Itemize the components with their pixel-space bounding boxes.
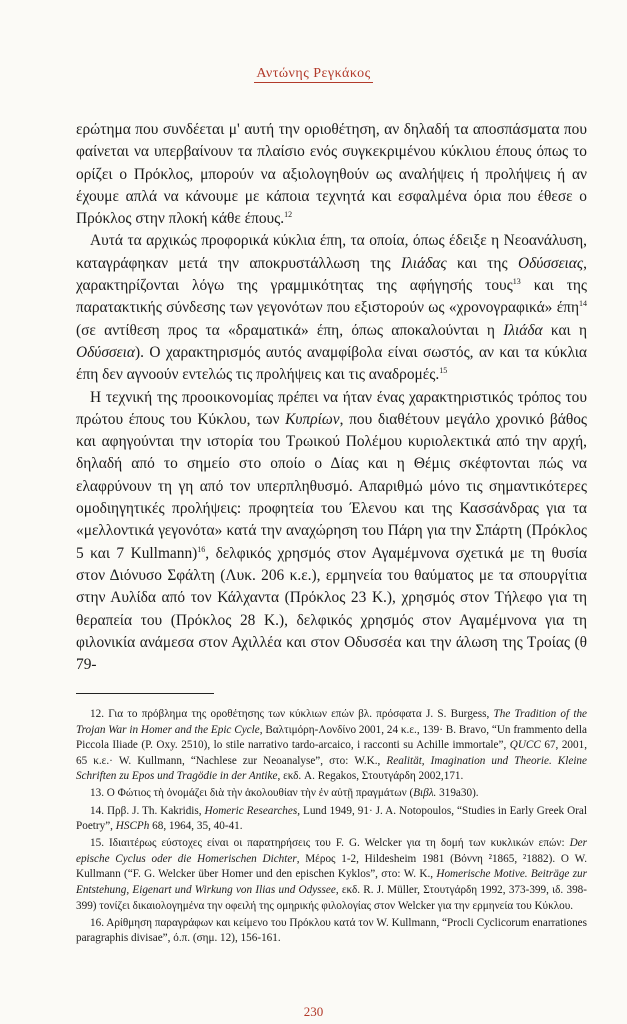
text: , Lund 1949, 91· J. A. Notopoulos, “Studies in Early Greek Oral Poetry”, bbox=[76, 804, 587, 833]
text: , Βαλτιμόρη-Λονδίνο 2001, 24 κ.ε., 139· B. Bravo, “Un frammento della Piccola Iliade (P. Oxy. 2510), lo stile narrativo tardo-arcaico, i racconti su Achille immortale”, bbox=[76, 723, 587, 752]
italic-title: Realität, Imagination und Theorie. Kleine Schriften zu Epos und Tragödie in der Antike bbox=[76, 754, 587, 783]
footnote-ref-13[interactable]: 13 bbox=[512, 276, 521, 286]
text: , χαρακτηρίζονται λόγω της γραμμικότητας της αφήγησής τους bbox=[76, 254, 587, 295]
italic-title: Κυπρίων bbox=[285, 410, 340, 428]
footnotes bbox=[76, 707, 587, 948]
footnote-13 bbox=[76, 786, 587, 802]
footnote-ref-12[interactable]: 12 bbox=[284, 210, 293, 220]
text: και της bbox=[446, 254, 518, 272]
text: 12. Για το πρόβλημα της οροθέτησης των κύκλιων επών βλ. πρόσφατα J. S. Burgess, bbox=[90, 708, 494, 720]
text: Η τεχνική της προοικονομίας πρέπει να ήταν ένας χαρακτηριστικός τρόπος του πρώτου έπους του Κύκλου, των bbox=[76, 388, 587, 428]
text: 319a30). bbox=[436, 787, 479, 800]
text: και της παρατακτικής σύνδεσης των γεγονότων που εξιστορούν ως «χρονογραφικά» έπη bbox=[76, 277, 587, 317]
text: , Μέρος 1-2, Hildesheim 1981 (Βόννη ²1865, ²1882). Ο W. Kullmann (“F. G. Welcker über Homer und den epischen Kyklos”, στο: W. K., bbox=[76, 852, 587, 881]
italic-title: Οδύσσεια bbox=[76, 343, 135, 361]
text: , εκδ. R. J. Müller, Στουτγάρδη 1992, 373-399, ιδ. 398-399) τονίζει δικαιολογημένα την οφειλή της ομηρικής φιλολογίας στον Welcker για την ερμηνεία του Κύκλου. bbox=[76, 884, 587, 912]
italic-title: Homeric Researches bbox=[204, 804, 298, 817]
italic-title: Ιλιάδα bbox=[503, 321, 543, 339]
text: (σε αντίθεση προς τα «δραματικά» έπη, όπως αποκαλούνται η bbox=[76, 321, 504, 339]
footnote-divider bbox=[76, 693, 214, 694]
text: 13. Ο Φώτιος τὴ ὀνομάζει διὰ τὴν ἀκολουθίαν τὴν ἐν αὐτῇ πραγμάτων ( bbox=[90, 787, 414, 800]
text: και η bbox=[542, 321, 587, 339]
page-number: 230 bbox=[303, 1004, 324, 1019]
italic-title: QUCC bbox=[509, 739, 541, 752]
footnote-ref-15[interactable]: 15 bbox=[439, 366, 448, 376]
running-header-text: Αντώνης Ρεγκάκος bbox=[256, 66, 371, 81]
italic-title: Homerische Motive. Beiträge zur Entstehung, Eigenart und Wirkung von Ilias und Odyssee bbox=[76, 868, 587, 897]
paragraph-2 bbox=[76, 230, 587, 386]
text: 15. Ιδιαιτέρως εύστοχες είναι οι παρατηρήσεις του F. G. Welcker για τη δομή των κυκλικών επών: bbox=[90, 837, 570, 850]
italic-title: HSCPh bbox=[115, 820, 150, 833]
italic-title: The Tradition of the Trojan War in Homer and the Epic Cycle bbox=[76, 708, 588, 736]
italic-title: Οδύσσειας bbox=[517, 254, 584, 272]
footnote-12 bbox=[76, 707, 587, 785]
running-header bbox=[0, 66, 627, 82]
paragraph-1 bbox=[76, 119, 587, 230]
text: ). Ο χαρακτηρισμός αυτός αναμφίβολα είναι σωστός, αν και τα κύκλια έπη δεν αγνοούν εντελώς τις προλήψεις και τις αναδρομές. bbox=[76, 343, 587, 384]
italic-title: Βιβλ. bbox=[413, 787, 437, 800]
text: 68, 1964, 35, 40-41. bbox=[149, 820, 243, 833]
text: ερώτημα που συνδέεται μ' αυτή την οριοθέτηση, αν δηλαδή τα αποσπάσματα που φαίνεται να υπερβαίνουν τα πλαίσιο ενός συγκεκριμένου κύκλιου έπους όπως το ορίζει ο Πρόκλος, μπορούν να αξιολογηθούν ως αναλήψεις ή προλήψεις ή αν έχουμε απλά να κάνουμε με κάποια τεχνητά και εσφαλμένα όρια που έθεσε ο Πρόκλος στην πλοκή κάθε έπους. bbox=[76, 121, 587, 228]
footnote-ref-14[interactable]: 14 bbox=[579, 299, 587, 309]
text: Αυτά τα αρχικώς προφορικά κύκλια έπη, τα οποία, όπως έδειξε η Νεοανάλυση, καταγράφηκαν μετά την αποκρυστάλλωση της bbox=[76, 232, 587, 272]
main-text bbox=[76, 119, 587, 676]
text: , εκδ. A. Regakos, Στουτγάρδη 2002,171. bbox=[277, 770, 464, 783]
text: , που διαθέτουν μεγάλο χρονικό βάθος και αφηγούνται την ιστορία του Τρωικού Πολέμου κυριολεκτικά από την αρχή, δηλαδή από το σημείο στο οποίο ο Δίας και η Θέμις σκέφτονται πώς να ελαφρύνουν τη γη από τον υπερπληθυσμό. Απαριθμώ μόνο τις σημαντικότερες ομοδιηγητικές προλήψεις: προφητεία του Έλενου και της Κασσάνδρας για τα «μελλοντικά γεγονότα» κατά την αναχώρηση του Πάρη για την Σπάρτη (Πρόκλος 5 και 7 Kullmann) bbox=[76, 410, 587, 562]
text: 14. Πρβ. J. Th. Kakridis, bbox=[90, 804, 205, 817]
text: 67, 2001, 65 κ.ε.· W. Kullmann, “Nachlese zur Neoanalyse”, στο: W.K., bbox=[76, 739, 588, 767]
text: 16. Αρίθμηση παραγράφων και κείμενο του Πρόκλου κατά τον W. Kullmann, “Procli Cyclicorum enarrationes paragraphis divisae”, ό.π. (σημ. 12), 156-161. bbox=[76, 916, 587, 945]
italic-title: Ιλιάδας bbox=[401, 254, 447, 272]
footnote-14 bbox=[76, 804, 587, 835]
footnote-15 bbox=[76, 836, 587, 914]
text: , δελφικός χρησμός στον Αγαμέμνονα σχετικά με τη θυσία στον Διόνυσο Σφάλτη (Λυκ. 206 κ.ε.), ερμηνεία του θαύματος με τα σπουργίτια στην Αυλίδα από τον Κάλχαντα (Πρόκλος 23 Κ.), χρησμός στον Τήλεφο για τη θεραπεία του (Πρόκλος 28 Κ.), δελφικός χρησμός στον Αγαμέμνονα για τη φιλονικία ανάμεσα στον Αχιλλέα και στον Οδυσσέα και την άλωση της Τροίας (θ 79- bbox=[76, 544, 587, 674]
paragraph-3 bbox=[76, 387, 587, 677]
footnote-ref-16[interactable]: 16 bbox=[197, 544, 206, 554]
footnote-16 bbox=[76, 916, 587, 947]
italic-title: Der epische Cyclus oder die Homerischen Dichter bbox=[76, 837, 587, 865]
